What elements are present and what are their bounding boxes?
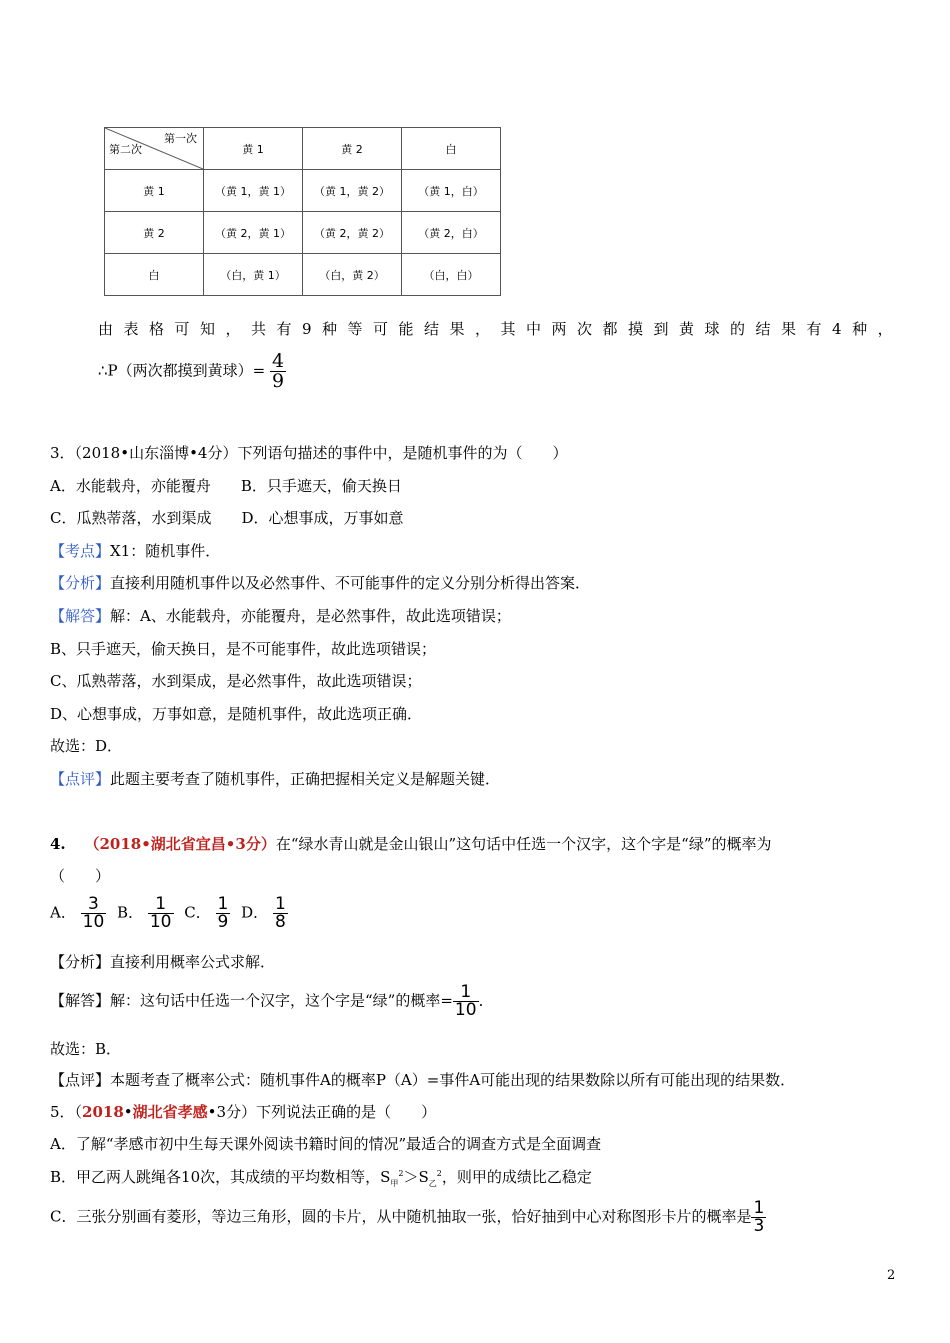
q3-jieda <box>50 605 511 626</box>
option-a-fraction <box>81 896 107 931</box>
table-header-row <box>105 128 501 170</box>
table-cell: （白，白） <box>402 254 501 296</box>
option-d-fraction <box>273 896 288 931</box>
q3-heading: 3．（2018•山东淄博•4分）下列语句描述的事件中，是随机事件的为（ ） <box>50 444 568 462</box>
q4-source: （2018•湖北省宜昌•3分） <box>84 835 276 853</box>
table-cell: （黄 1，黄 1） <box>204 170 303 212</box>
q5-year: 2018 <box>82 1103 124 1121</box>
col-header: 黄 2 <box>303 128 402 170</box>
table-cell: （黄 1，白） <box>402 170 501 212</box>
table-cell: （白，黄 1） <box>204 254 303 296</box>
q5-b-sup1: 2 <box>398 1169 404 1178</box>
q4-jieda <box>50 984 494 1019</box>
row-header: 白 <box>105 254 204 296</box>
option-b-fraction <box>148 896 174 931</box>
q5-score: 3分） <box>216 1103 257 1121</box>
q3-dianping <box>50 768 500 789</box>
q3-options-ab: A．水能载舟，亦能覆舟 B．只手遮天，偷天换日 <box>50 477 402 495</box>
q5-heading <box>50 1101 436 1122</box>
q5-c-text: C．三张分别画有菱形，等边三角形，圆的卡片，从中随机抽取一张，恰好抽到中心对称图形卡片的概率是 <box>50 1207 752 1226</box>
q4-jieda-text: 【解答】解：这句话中任选一个汉字，这个字是“绿”的概率= <box>50 991 453 1010</box>
row-header: 黄 2 <box>105 212 204 254</box>
q3-answer: 故选：D． <box>50 737 123 755</box>
jieda-tag: 【解答】 <box>50 607 111 625</box>
option-c-label: C． <box>184 903 211 922</box>
jieda-text: 解：A、水能载舟，亦能覆舟，是必然事件，故此选项错误； <box>110 607 511 625</box>
table-cell: （白，黄 2） <box>303 254 402 296</box>
kaodian-text: X1：随机事件． <box>110 542 221 560</box>
table-cell: （黄 2，黄 2） <box>303 212 402 254</box>
q4-heading <box>50 833 772 854</box>
q3-explain-d: D、心想事成，万事如意，是随机事件，故此选项正确． <box>50 705 423 723</box>
q5-b-sup2: 2 <box>436 1169 442 1178</box>
q4-fenxi: 【分析】直接利用概率公式求解． <box>50 953 276 971</box>
fraction-4-9 <box>270 352 286 391</box>
q5-place: 湖北省孝感 <box>132 1103 208 1121</box>
option-d-label: D． <box>241 903 269 922</box>
table-cell: （黄 1，黄 2） <box>303 170 402 212</box>
row-header: 黄 1 <box>105 170 204 212</box>
q4-period: ． <box>478 991 494 1010</box>
q5-c-fraction <box>751 1200 766 1235</box>
q5-number: 5．（ <box>50 1103 83 1121</box>
fraction-denominator: 10 <box>149 912 172 932</box>
fraction-numerator: 1 <box>155 894 167 914</box>
q5-dot: • <box>123 1103 133 1121</box>
table-cell: （黄 2，白） <box>402 212 501 254</box>
conclusion-line: 由表格可知，共有9种等可能结果，其中两次都摸到黄球的结果有4种， <box>98 320 904 338</box>
header-first-label: 第一次 <box>164 132 197 145</box>
q5-text: 下列说法正确的是（ ） <box>256 1103 437 1121</box>
q4-dianping: 【点评】本题考查了概率公式：随机事件A的概率P（A）=事件A可能出现的结果数除以所有可能出现的结果数． <box>50 1071 796 1089</box>
fraction-numerator: 1 <box>217 894 229 914</box>
q5-b-sub2: 乙 <box>428 1179 437 1188</box>
table-row <box>105 170 501 212</box>
q5-option-a: A．了解“孝感市初中生每天课外阅读书籍时间的情况”最适合的调查方式是全面调查 <box>50 1135 602 1153</box>
q5-dot: • <box>207 1103 217 1121</box>
fraction-numerator: 1 <box>753 1198 765 1218</box>
table-row <box>105 254 501 296</box>
fenxi-tag: 【分析】 <box>50 574 111 592</box>
q3-kaodian <box>50 540 220 561</box>
q3-fenxi <box>50 572 590 593</box>
fraction-denominator: 9 <box>217 912 229 932</box>
q4-text: 在“绿水青山就是金山银山”这句话中任选一个汉字，这个字是“绿”的概率为 <box>275 835 772 853</box>
fraction-denominator: 10 <box>454 1000 477 1020</box>
fraction-denominator: 10 <box>82 912 105 932</box>
q3-options-cd: C．瓜熟蒂落，水到渠成 D．心想事成，万事如意 <box>50 509 404 527</box>
col-header: 黄 1 <box>204 128 303 170</box>
q3-explain-c: C、瓜熟蒂落，水到渠成，是必然事件，故此选项错误； <box>50 672 422 690</box>
q5-b-pre: B．甲乙两人跳绳各10次，其成绩的平均数相等，S <box>50 1168 391 1186</box>
probability-prefix: ∴P（两次都摸到黄球）= <box>98 361 266 380</box>
table-row <box>105 212 501 254</box>
q5-b-mid: ＞S <box>403 1168 429 1186</box>
option-a-label: A． <box>50 903 76 922</box>
q5-b-sub1: 甲 <box>390 1179 399 1188</box>
col-header: 白 <box>402 128 501 170</box>
fraction-denominator: 8 <box>274 912 286 932</box>
page-number: 2 <box>887 1268 896 1283</box>
kaodian-tag: 【考点】 <box>50 542 111 560</box>
q5-b-post: ，则甲的成绩比乙稳定 <box>441 1168 592 1186</box>
q5-option-c <box>50 1200 766 1235</box>
diagonal-header-cell <box>105 128 204 170</box>
q4-options <box>50 896 288 931</box>
dianping-tag: 【点评】 <box>50 770 111 788</box>
option-b-label: B． <box>117 903 144 922</box>
fraction-numerator: 1 <box>274 894 286 914</box>
option-c-fraction <box>216 896 231 931</box>
conclusion-probability <box>98 352 286 391</box>
fraction-denominator: 3 <box>753 1216 765 1236</box>
fenxi-text: 直接利用随机事件以及必然事件、不可能事件的定义分别分析得出答案． <box>110 574 591 592</box>
q4-answer: 故选：B． <box>50 1040 122 1058</box>
q3-explain-b: B、只手遮天，偷天换日，是不可能事件，故此选项错误； <box>50 640 437 658</box>
table-cell: （黄 2，黄 1） <box>204 212 303 254</box>
outcome-table <box>104 127 501 296</box>
q4-number: 4. <box>50 835 66 853</box>
q5-option-b <box>50 1166 592 1189</box>
fraction-denominator: 9 <box>272 370 285 392</box>
fraction-numerator: 1 <box>460 982 472 1002</box>
fraction-numerator: 4 <box>272 350 285 372</box>
q4-answer-fraction <box>453 984 479 1019</box>
header-second-label: 第二次 <box>109 143 142 156</box>
fraction-numerator: 3 <box>88 894 99 914</box>
q4-paren: （ ） <box>50 867 111 885</box>
dianping-text: 此题主要考查了随机事件，正确把握相关定义是解题关键． <box>110 770 501 788</box>
